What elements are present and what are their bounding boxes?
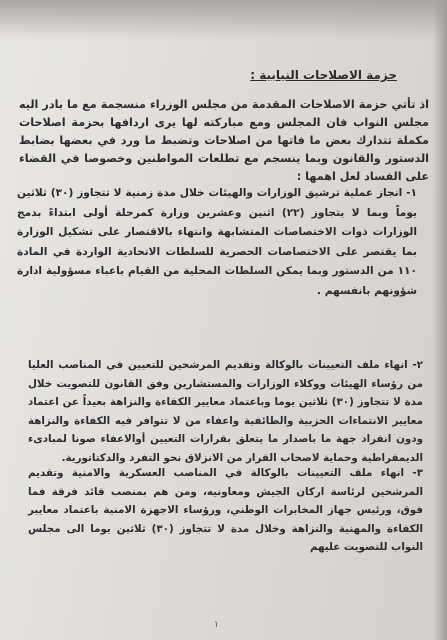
reform-item-1: ١- انجاز عملية ترشيق الوزارات والهيئات خلال مدة زمنية لا تتجاوز (٣٠) ثلاثين يوماً وبما لا يتجاوز (٢٢) اثنين وعشرين وزارة كمرحلة أولى ابتداءً بدمج الوزارات ذوات الاختصاصات المتشابهة وانتهاء بالاقتصار على تشكيل الوزارة بما يقتصر على الاختصاصات الحصرية للسلطات الاتحادية الواردة في المادة ١١٠ من الدستور وبما يمكن السلطات المحلية من القيام باعباء مسؤولية ادارة شؤونهم بانفسهم . xyxy=(17,187,417,297)
document-heading: حزمة الاصلاحات النيابية : xyxy=(250,68,397,82)
intro-paragraph: اذ تأتي حزمة الاصلاحات المقدمة من مجلس الوزراء منسجمة مع ما بادر اليه مجلس النواب فان المجلس ومع مباركته لها يرى اردافها بحزمة اصلاحات مكملة تتدارك بعض ما فاتها من اصلاحات وتضبط ما ورد في بعضها بضابط الدستور والقانون وبما ينسجم مع تطلعات المواطنين وخصوصا في القضاء على الفساد لعل اهمها : xyxy=(19,98,429,183)
page-number: ١ xyxy=(214,620,219,630)
reform-item-3: ٣- انهاء ملف التعيينات بالوكالة في المناصب العسكرية والامنية وتقديم المرشحين لرئاسة اركان الجيش ومعاونيه، ومن هم بمنصب قائد فرقة فما فوق، ورئيس جهاز المخابرات الوطني، ورؤساء الاجهزة الامنية باعتماد معايير الكفاءة والمهنية والنزاهة وخلال مدة لا تتجاوز (٣٠) ثلاثين يوما الى مجلس النواب للتصويت عليهم xyxy=(28,467,423,554)
reform-item-2: ٢- انهاء ملف التعيينات بالوكالة وتقديم المرشحين للتعيين في المناصب العليا من رؤساء الهيئات ووكلاء الوزارات والمستشارين وفق القانون للتصويت خلال مدة لا تتجاوز (٣٠) ثلاثين يوما وباعتماد معايير الكفاءة والنزاهة بعيداً عن اعتماد معايير الانتماءات الحزبية والطائفية واعفاء من لا تتوافر فيه الكفاءة والنزاهة ودون انفراد جهة ما باصدار ما يتعلق بقرارات التعيين أوالاعفاء صونا لمبادىء الديمقراطية وحماية لاصحاب القرار من الانزلاق نحو التفرد والدكتاتورية. xyxy=(28,359,423,464)
page-shadow-top xyxy=(0,0,447,40)
page-shadow-right xyxy=(433,0,447,640)
